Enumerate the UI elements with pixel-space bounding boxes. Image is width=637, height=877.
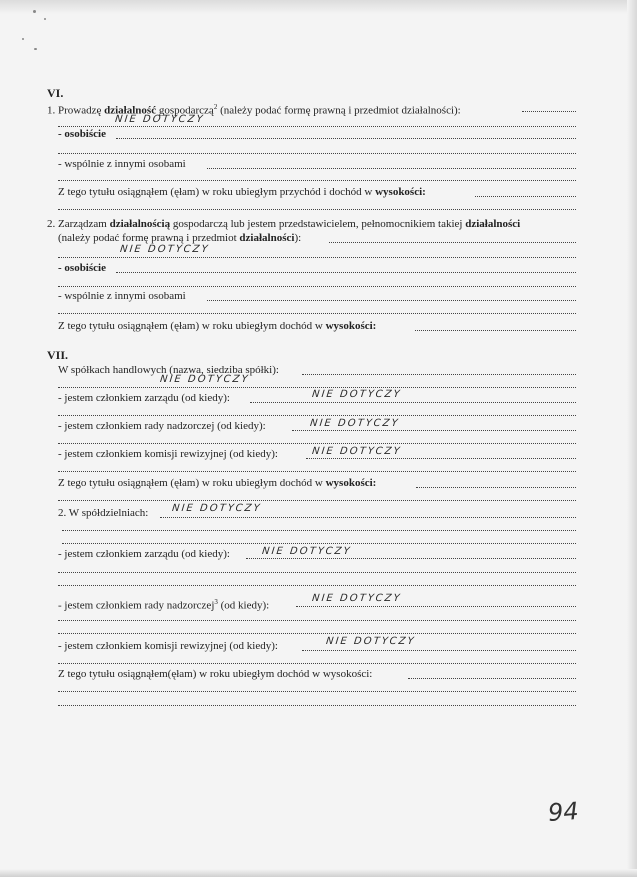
dotted-line <box>302 650 576 651</box>
handwritten-answer: NIE DOTYCZY <box>311 389 403 400</box>
dotted-line <box>58 153 576 154</box>
dotted-line <box>58 286 576 287</box>
dotted-line <box>415 330 576 331</box>
item1-personal-label: - osobiście <box>58 128 106 140</box>
handwritten-answer: NIE DOTYCZY <box>171 503 263 514</box>
supervisory-label: - jestem członkiem rady nadzorczej (od kiedy): <box>58 420 266 432</box>
dotted-line <box>58 180 576 181</box>
item2-joint-label: - wspólnie z innymi osobami <box>58 290 186 302</box>
dotted-line <box>522 111 576 112</box>
dotted-line <box>250 402 576 403</box>
section-vi-heading: VI. <box>47 86 64 100</box>
dotted-line <box>58 313 576 314</box>
dotted-line <box>475 196 576 197</box>
handwritten-answer: NIE DOTYCZY <box>325 636 417 647</box>
companies-label: W spółkach handlowych (nazwa, siedziba spółki): <box>58 364 279 376</box>
scan-shadow-top <box>0 0 637 14</box>
dotted-line <box>58 585 576 586</box>
dotted-line <box>58 633 576 634</box>
audit-label: - jestem członkiem komisji rewizyjnej (od kiedy): <box>58 448 278 460</box>
handwritten-answer: NIE DOTYCZY <box>159 374 251 385</box>
dotted-line <box>246 558 576 559</box>
dotted-line <box>160 517 576 518</box>
dotted-line <box>302 374 576 375</box>
scan-speck <box>33 10 36 13</box>
dotted-line <box>58 663 576 664</box>
item1-text: 1. Prowadzę działalność gospodarczą$^2$ (należy podać formę prawną i przedmiot działalności): <box>47 103 461 117</box>
handwritten-answer: NIE DOTYCZY <box>311 593 403 604</box>
dotted-line <box>306 458 576 459</box>
dotted-line <box>58 705 576 706</box>
scan-shadow-bottom <box>0 869 637 877</box>
dotted-line <box>58 471 576 472</box>
coop-mgmt-label: - jestem członkiem zarządu (od kiedy): <box>58 548 230 560</box>
dotted-line <box>116 138 576 139</box>
dotted-line <box>296 606 576 607</box>
handwritten-answer: NIE DOTYCZY <box>261 546 353 557</box>
handwritten-answer: NIE DOTYCZY <box>311 446 403 457</box>
dotted-line <box>58 209 576 210</box>
dotted-line <box>58 257 576 258</box>
scan-shadow-right <box>627 0 637 877</box>
dotted-line <box>58 500 576 501</box>
handwritten-answer: NIE DOTYCZY <box>309 418 401 429</box>
dotted-line <box>58 620 576 621</box>
dotted-line <box>207 300 576 301</box>
item2-personal-label: - osobiście <box>58 262 106 274</box>
dotted-line <box>329 242 576 243</box>
handwritten-answer: NIE DOTYCZY <box>114 114 206 125</box>
dotted-line <box>207 168 576 169</box>
dotted-line <box>58 572 576 573</box>
dotted-line <box>416 487 576 488</box>
coop-audit-label: - jestem członkiem komisji rewizyjnej (od kiedy): <box>58 640 278 652</box>
handwritten-answer: NIE DOTYCZY <box>119 244 211 255</box>
item1-joint-label: - wspólnie z innymi osobami <box>58 158 186 170</box>
dotted-line <box>58 126 576 127</box>
dotted-line <box>62 543 576 544</box>
section-vii-heading: VII. <box>47 348 69 362</box>
mgmt-label: - jestem członkiem zarządu (od kiedy): <box>58 392 230 404</box>
coop-supervisory-label: - jestem członkiem rady nadzorczej$^3$ (od kiedy): <box>58 598 270 612</box>
dotted-line <box>292 430 576 431</box>
dotted-line <box>408 678 576 679</box>
dotted-line <box>58 387 576 388</box>
coop-label: 2. W spółdzielniach: <box>58 507 149 519</box>
dotted-line <box>62 530 576 531</box>
income1-label: Z tego tytułu osiągnąłem (ęłam) w roku ubiegłym dochód w wysokości: <box>58 477 377 489</box>
item2-text: 2. Zarządzam działalnością gospodarczą lub jestem przedstawicielem, pełnomocnikiem takiej działalności <box>47 218 521 230</box>
income2-label: Z tego tytułu osiągnąłem(ęłam) w roku ubiegłym dochód w wysokości: <box>58 668 373 680</box>
scan-speck <box>34 48 37 50</box>
dotted-line <box>58 415 576 416</box>
dotted-line <box>58 691 576 692</box>
item1-income-label: Z tego tytułu osiągnąłem (ęłam) w roku ubiegłym przychód i dochód w wysokości: <box>58 186 426 198</box>
item2-income-label: Z tego tytułu osiągnąłem (ęłam) w roku ubiegłym dochód w wysokości: <box>58 320 377 332</box>
handwritten-page-number: 94 <box>547 796 580 828</box>
dotted-line <box>58 443 576 444</box>
scan-speck <box>44 18 46 20</box>
item2-text-line2: (należy podać formę prawną i przedmiot działalności): <box>58 232 302 244</box>
scan-speck <box>22 38 24 40</box>
dotted-line <box>116 272 576 273</box>
